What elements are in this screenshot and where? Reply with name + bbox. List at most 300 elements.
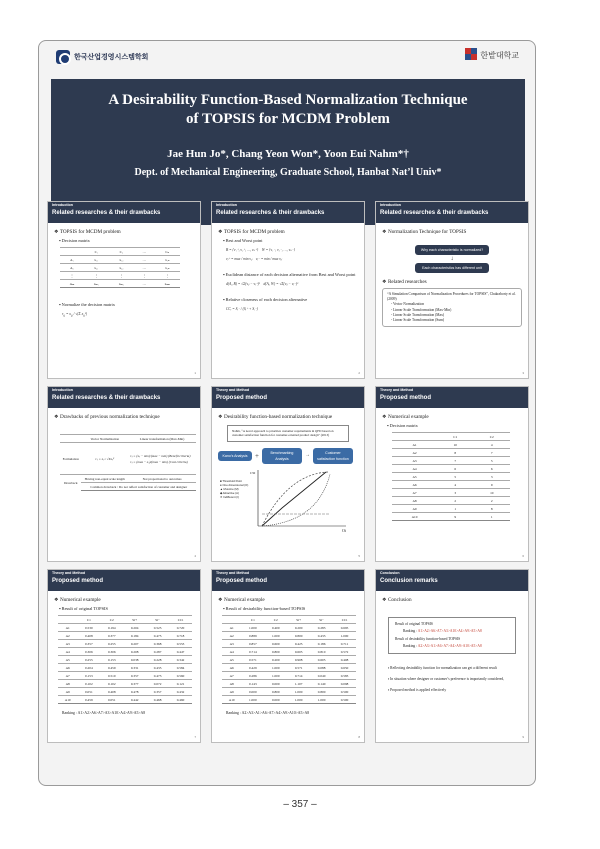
attractive-curve [262,474,330,526]
table-row [58,632,192,640]
table-cell: 0.072 [146,680,169,688]
table-cell: 0.208 [123,648,146,656]
table-cell: 0.800 [287,632,310,640]
university-name: 한밭대학교 [480,50,519,60]
table-cell: A2 [58,632,77,640]
society-logo [56,50,148,64]
table-cell: 0.140 [310,680,333,688]
column-header [222,616,241,624]
column-header: Si− [146,616,169,624]
table-cell: 0.800 [264,688,287,696]
table-cell: A10 [392,513,437,521]
table-cell: A9 [222,688,241,696]
column-header [392,433,437,441]
table-cell: 0.650 [333,664,356,672]
table-row [392,473,510,481]
table-cell: 0.287 [146,648,169,656]
legend-item: ● One dimensional (O) [220,482,249,487]
legend-item: ■ Threshold Point [220,478,243,483]
column-header: C1 [437,433,473,441]
table-cell: 0.255 [77,656,100,664]
table-cell: A8 [58,680,77,688]
table-cell: 0.600 [264,640,287,648]
table-row [58,672,192,680]
column-header: C1 [77,616,100,624]
table-cell: 1.000 [287,688,310,696]
table-cell: 0.908 [287,656,310,664]
table-cell: 0.800 [264,648,287,656]
reference-item: - Linear Scale Transformation (Max-Min) [391,307,452,312]
table-cell: 1.000 [264,672,287,680]
conclusion-point: ▪ Reflecting desirability function for normalization can get a different result [388,666,497,670]
table-cell: 0.584 [169,664,192,672]
table-cell: A9 [58,688,77,696]
table-cell: 8 [437,449,473,457]
drawback-cell: Not proportional to outcomes [128,475,196,483]
satisfaction-function-box: Customer satisfaction function [313,448,353,464]
table-cell: 0.571 [241,656,264,664]
table-row [392,457,510,465]
reference-quote-box: Nahm, “A novel approach to prioritize customer requirements in QFD based on customer satisfaction function for customer-oriented product design” (2013) [227,425,349,442]
table-cell: A4 [58,648,77,656]
table-row [222,640,356,648]
panel-heading: Related researches & their drawbacks [52,395,161,401]
table-row [58,640,192,648]
poster-title [51,91,525,129]
table-cell: 10 [474,489,510,497]
table-cell: 0.357 [123,672,146,680]
sub-bullet: ▪ Normalize the decision matrix [59,302,115,307]
bullet: ❖ Numerical example [218,597,265,603]
graph-x-label: Oi [342,527,346,533]
best-worst-formula: B = {v₁⁺, v₂⁺, …, vₙ⁺} W = {v₁⁻, v₂⁻, …, vₙ⁻} [226,248,295,252]
slide-panel-6 [375,386,529,562]
table-cell: 0.560 [169,672,192,680]
column-header: Linear transformation (Max-Min) [128,435,196,443]
result-title: Result of original TOPSIS [395,622,433,626]
table-cell: 0.460 [169,696,192,704]
result-ranking [403,644,509,649]
table-cell: 1.000 [241,624,264,632]
panel-heading: Proposed method [380,395,432,401]
title-line-2: of TOPSIS for MCDM Problem [186,111,390,127]
table-cell: A2 [222,632,241,640]
table-cell: 9 [474,481,510,489]
table-row [58,624,192,632]
table-cell: 0.425 [287,640,310,648]
table-cell: 1 [437,505,473,513]
table-cell: A1 [58,624,77,632]
panel-heading: Proposed method [216,578,268,584]
section-label: Introduction [52,203,73,207]
table-cell: 0.357 [146,688,169,696]
method-flow [218,448,358,464]
table-row [222,664,356,672]
ranking-label: Ranking : [403,644,418,648]
section-label: Theory and Method [380,388,414,392]
table-cell: 0.102 [77,680,100,688]
table-row [222,680,356,688]
title-line-1: A Desirability Function-Based Normalization Technique [108,92,468,108]
table-cell: 0.475 [146,632,169,640]
ranking-line [226,710,358,716]
distance-formula: d(Aᵢ, B) = √Σ(vᵢⱼ − vⱼ⁺)² d(Aᵢ, W) = √Σ(vᵢⱼ − vⱼ⁻)² [226,282,299,286]
table-cell: 0.102 [100,680,123,688]
table-cell: 0.695 [333,624,356,632]
table-cell: 0.572 [333,648,356,656]
table-cell: 0.605 [287,648,310,656]
table-cell: A4 [392,465,437,473]
slide-panel-5 [211,386,365,562]
table-cell: 0.720 [169,624,192,632]
table-row [222,672,356,680]
panel-heading: Related researches & their drawbacks [52,210,161,216]
desirability-topsis-table [222,615,356,704]
table-cell: A6 [392,481,437,489]
sub-bullet: ▪ Result of original TOPSIS [59,606,108,611]
table-cell: A8 [392,497,437,505]
bullet: ❖ Normalization Technique for TOPSIS [382,229,467,235]
university-logo [465,48,519,62]
reference-item: - Linear Scale Transformation (Sum) [391,318,445,323]
table-cell: A4 [222,648,241,656]
slide-panel-2 [211,201,365,379]
table-cell: 0.204 [77,664,100,672]
table-cell: 0.200 [264,656,287,664]
table-cell: 1 [474,513,510,521]
table-cell: 0.194 [100,624,123,632]
table-cell: 0.408 [333,656,356,664]
slide-page-number: 9 [522,735,524,739]
table-cell: 0.368 [146,640,169,648]
ranking-value: A1>A2>A6>A7>A3>A10>A4>A9>A5>A8 [77,711,146,715]
society-name: 한국산업경영시스템학회 [74,53,149,61]
table-cell: 0.500 [333,696,356,704]
row-header: Formulation [60,443,81,475]
table-cell: 2 [437,497,473,505]
table-cell: 7 [437,457,473,465]
results-box [388,617,516,654]
table-cell: 0.432 [169,688,192,696]
table-cell: 0.331 [123,664,146,672]
table-row [58,680,192,688]
slide-page-number: 2 [358,371,360,375]
panel-header [376,570,528,591]
table-cell: 0.342 [169,656,192,664]
table-cell: 0.857 [241,640,264,648]
table-cell: 0.530 [77,624,100,632]
benchmarking-box: Benchmarking Analysis [262,448,302,464]
decision-matrix-table: C₁ C₂ … Cₙ A₁ x₁₁ x₁₂ … x₁ₙ A₂ x₂₁ x₂₂ … x₂ₙ ⋮ ⋮ ⋮ ⋮ ⋮ Aₘ xₘ₁ xₘ₂ … xₘₙ [60,247,180,288]
table-cell: 4 [437,481,473,489]
table-cell: 0.088 [310,664,333,672]
table-cell: 4 [474,441,510,449]
slide-page-number: 5 [358,554,360,558]
table-row [392,481,510,489]
table-cell: A8 [222,680,241,688]
original-topsis-table [58,615,192,704]
ranking-label: Ranking : [62,711,77,715]
table-cell: 0.478 [123,688,146,696]
panel-heading: Related researches & their drawbacks [380,210,489,216]
table-row [392,465,510,473]
table-cell: 0.283 [310,624,333,632]
table-row [222,688,356,696]
table-cell: 0.204 [123,624,146,632]
column-header: C2 [100,616,123,624]
table-cell: 0.459 [100,664,123,672]
table-cell: 0.429 [241,664,264,672]
ranking-label: Ranking : [226,711,241,715]
table-cell: 0.468 [146,696,169,704]
table-cell: 0.810 [310,648,333,656]
sub-bullet: ▪ Result of desirability function-based TOPSIS [223,606,306,611]
table-cell: A1 [222,624,241,632]
drawback-cell: Having non-equal scale length [81,475,128,483]
table-cell: A5 [392,473,437,481]
table-cell: 0.889 [241,632,264,640]
table-cell: A6 [58,664,77,672]
table-cell: 0.571 [287,664,310,672]
panel-header [376,202,528,223]
table-cell: 0.255 [100,640,123,648]
legend-item: ✕ Indifferent (I) [220,494,239,499]
normalization-formula: $r_{ij} = x_{ij} / √(\Sigma$ $x_{ij}^2$) [62,312,88,318]
table-header-row [392,433,510,441]
table-cell: 0.000 [241,688,264,696]
poster-sheet [38,40,536,786]
slide-panel-9 [375,569,529,743]
conclusion-point: ▪ Proposed method is applied effectively [388,688,447,692]
table-cell: 0.714 [287,672,310,680]
slide-page-number: 8 [358,735,360,739]
table-cell: 0.553 [169,640,192,648]
table-cell: 0.121 [169,680,192,688]
table-cell: 0.433 [310,632,333,640]
authors: Jae Hun Jo*, Chang Yeon Won*, Yoon Eui Nahm*† [167,148,409,160]
table-cell: 0.583 [333,672,356,680]
graph-legend [220,479,248,499]
table-cell: 5 [437,473,473,481]
table-cell: A2 [392,449,437,457]
slide-page-number: 7 [194,735,196,739]
panel-heading: Related researches & their drawbacks [216,210,325,216]
table-row [392,497,510,505]
table-cell: 0.207 [123,640,146,648]
table-cell: 0.228 [146,656,169,664]
sub-bullet: ▪ Best and Worst point [223,238,263,243]
table-cell: 0.525 [146,624,169,632]
table-cell: 0.040 [310,672,333,680]
table-cell: A5 [222,656,241,664]
arrow-down-icon: ↓ [450,256,454,262]
table-cell: 0.377 [100,632,123,640]
table-row [222,696,356,704]
bullet: ❖ Related researches [382,279,427,285]
slide-panel-7 [47,569,201,743]
kano-analysis-box: Kano’s Analysis [218,451,252,461]
table-row [392,505,510,513]
one-dimensional-curve [262,472,326,526]
table-row [392,449,510,457]
table-cell: 3 [474,473,510,481]
column-header: C2 [264,616,287,624]
table-cell: 0.442 [123,696,146,704]
ranking-line [62,710,194,716]
slide-page-number: 6 [522,554,524,558]
bullet: ❖ Numerical example [54,597,101,603]
table-cell: 6 [437,465,473,473]
table-cell: 1.000 [333,632,356,640]
result-title: Result of desirability function-based TOPSIS [395,637,461,641]
table-cell: 6 [474,465,510,473]
section-label: Introduction [216,203,237,207]
bullet: ❖ TOPSIS for MCDM problem [218,229,285,235]
bullet: ❖ Numerical example [382,414,429,420]
section-label: Conclusion [380,571,400,575]
panel-heading: Proposed method [52,578,104,584]
row-header: Drawback [60,475,81,491]
ranking-value: A2>A3>A1>A6>A7>A4>A9>A10>A5>A8 [417,644,482,648]
table-cell: 3 [437,489,473,497]
slide-panel-8 [211,569,365,743]
table-row [58,664,192,672]
table-cell: 0.098 [333,680,356,688]
table-cell: 0.718 [169,632,192,640]
table-cell: 0.500 [333,688,356,696]
section-label: Theory and Method [52,571,86,575]
result-ranking [403,629,509,634]
table-cell: 0.510 [100,672,123,680]
table-header-row [222,616,356,624]
table-cell: 1.000 [241,696,264,704]
table-cell: 9 [437,513,473,521]
column-header: Si+ [123,616,146,624]
sub-bullet: ▪ Decision matrix [59,238,90,243]
bullet: ❖ Conclusion [382,597,412,603]
section-label: Theory and Method [216,571,250,575]
table-cell: 1.000 [310,696,333,704]
table-cell: A3 [222,640,241,648]
reference-text: “A Simulation Comparison of Normalization Procedures for TOPSIS”, Chakraborty et al. (2009) [387,292,516,302]
table-cell: 0.473 [146,672,169,680]
university-logo-icon [465,48,477,62]
table-row [392,513,510,521]
table-row [58,696,192,704]
table-cell: 0.286 [241,672,264,680]
table-cell: 0.038 [123,656,146,664]
legend-item: ▲ Must-be (M) [220,486,239,491]
table-cell: A10 [58,696,77,704]
table-cell: A7 [392,489,437,497]
table-cell: 0.357 [77,640,100,648]
panel-header [212,570,364,591]
panel-header [48,570,200,591]
sub-bullet: ▪ Decision matrix [387,423,418,428]
column-header: CCi [333,616,356,624]
table-cell: 0.051 [100,696,123,704]
slide-panel-4 [47,386,201,562]
table-header-row [58,616,192,624]
table-row [392,489,510,497]
ranking-label: Ranking : [403,629,418,633]
table-cell: 0.377 [123,680,146,688]
table-row [222,648,356,656]
answer-box: Each characteristics has different unit [415,263,489,273]
table-cell: 0.186 [310,640,333,648]
bullet: ❖ Drawbacks of previous normalization technique [54,414,160,420]
slide-page-number: 3 [522,371,524,375]
table-row [222,656,356,664]
table-cell: 0.400 [264,624,287,632]
table-cell: 2 [474,497,510,505]
drawback-table [60,434,196,491]
panel-header [48,202,200,223]
panel-header [376,387,528,408]
table-cell: 0.408 [77,632,100,640]
table-cell: A3 [392,457,437,465]
affiliation: Dept. of Mechanical Engineering, Graduate School, Hanbat Nat’l Univ* [134,167,442,178]
slide-panel-1 [47,201,201,379]
reference-item: - Vector Normalization [391,302,425,307]
table-cell: A1 [392,441,437,449]
bullet: ❖ TOPSIS for MCDM problem [54,229,121,235]
table-row [58,648,192,656]
column-header: CCi [169,616,192,624]
drawback-cell: Common drawback : Do not reflect satisfaction of customer and designer [81,483,196,491]
satisfaction-function-graph [218,468,354,534]
column-header: C1 [241,616,264,624]
table-cell: 0.447 [169,648,192,656]
conclusion-point: ▪ In situation where designer or customer’s preference is importantly considered, [388,677,505,681]
table-cell: 0.306 [77,648,100,656]
table-cell: 1.107 [287,680,310,688]
table-cell: A5 [58,656,77,664]
table-cell: 1.000 [264,664,287,672]
table-cell: 1.000 [287,696,310,704]
closeness-formula: CCᵢ = Sᵢ⁻ / (Sᵢ⁺ + Sᵢ⁻) [226,307,258,311]
poster-header [39,41,535,71]
table-cell: 0.800 [310,688,333,696]
table-cell: 0.000 [264,696,287,704]
table-cell: A9 [392,505,437,513]
table-cell: 0.435 [146,664,169,672]
slide-panel-3 [375,201,529,379]
section-label: Introduction [52,388,73,392]
slide-page-number: 4 [194,554,196,558]
panel-header [48,387,200,408]
table-cell: 7 [474,449,510,457]
section-label: Theory and Method [216,388,250,392]
conclusion-points [388,666,522,693]
society-logo-icon [56,50,70,64]
column-header: Si− [310,616,333,624]
bullet: ❖ Desirability function-based normalization technique [218,414,333,420]
table-cell: 0.605 [310,656,333,664]
table-cell: A7 [58,672,77,680]
ranking-value: A1>A2>A6>A7>A3>A10>A4>A9>A5>A8 [417,629,482,633]
criteria-label: (Benefit criteria) [168,453,191,458]
table-cell: 0.459 [77,696,100,704]
table-cell: A3 [58,640,77,648]
criteria-label: (Cost criteria) [168,459,188,464]
table-cell: 0.051 [77,688,100,696]
table-row [392,441,510,449]
ranking-value: A2>A3>A1>A6>A7>A4>A9>A10>A5>A8 [241,711,310,715]
column-header [58,616,77,624]
table-cell: 0.143 [241,680,264,688]
table-cell: 0.000 [264,680,287,688]
